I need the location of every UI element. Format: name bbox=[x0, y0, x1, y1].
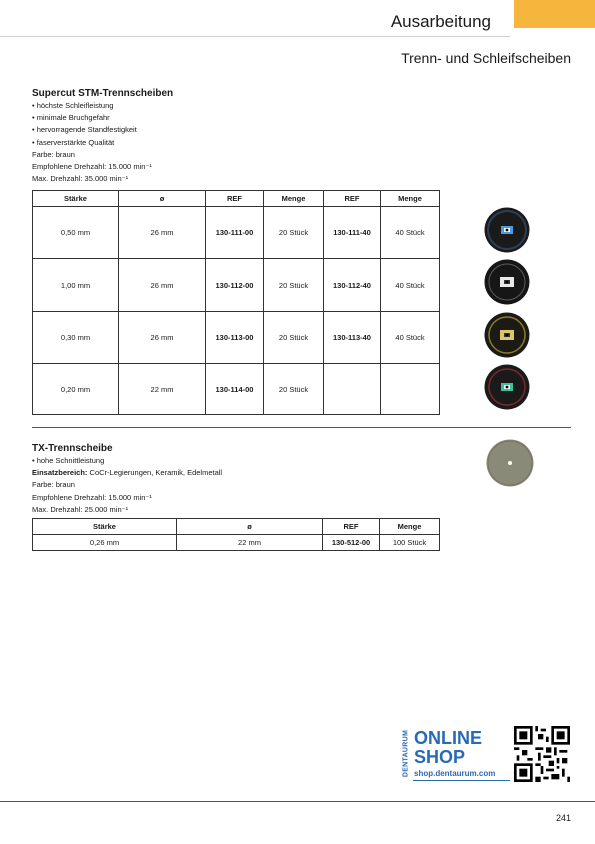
cell-quantity: 20 Stück bbox=[264, 312, 324, 364]
table-row bbox=[33, 312, 440, 364]
color-line: Farbe: braun bbox=[32, 480, 75, 490]
section-tab-accent bbox=[514, 0, 595, 28]
cell-thickness: 0,26 mm bbox=[33, 535, 177, 551]
cell-ref: 130-113-00 bbox=[206, 312, 264, 364]
shop-url-link[interactable]: shop.dentaurum.com bbox=[414, 769, 496, 778]
disc-image-100 bbox=[484, 259, 530, 305]
supercut-spec-table bbox=[32, 190, 440, 415]
cell-diameter: 22 mm bbox=[177, 535, 323, 551]
cell-ref: 130-114-00 bbox=[206, 364, 264, 415]
col-header-quantity: Menge bbox=[264, 191, 324, 207]
qr-code-icon[interactable] bbox=[514, 726, 570, 782]
cell-ref bbox=[324, 364, 381, 415]
product-title: TX-Trennscheibe bbox=[32, 443, 113, 454]
cell-thickness: 1,00 mm bbox=[33, 259, 119, 312]
shop-underline bbox=[413, 780, 510, 781]
usage-line bbox=[32, 467, 222, 479]
section-divider bbox=[32, 427, 571, 428]
cell-quantity: 20 Stück bbox=[264, 364, 324, 415]
table-header-row bbox=[33, 191, 440, 207]
brand-name: DENTAURUM bbox=[402, 729, 410, 778]
product-tx-info bbox=[32, 443, 222, 516]
product-details bbox=[32, 100, 173, 185]
feature-item: • höchste Schleifleistung bbox=[32, 100, 173, 112]
rpm-recommended: Empfohlene Drehzahl: 15.000 min⁻¹ bbox=[32, 492, 152, 502]
col-header-ref: REF bbox=[323, 519, 380, 535]
col-header-thickness: Stärke bbox=[33, 519, 177, 535]
table-row bbox=[33, 259, 440, 312]
cell-diameter: 22 mm bbox=[119, 364, 206, 415]
cell-ref: 130-112-00 bbox=[206, 259, 264, 312]
usage-label: Einsatzbereich: bbox=[32, 468, 88, 478]
cell-quantity bbox=[381, 364, 440, 415]
section-title: Ausarbeitung bbox=[390, 12, 491, 31]
col-header-diameter: ø bbox=[119, 191, 206, 207]
disc-image-030 bbox=[484, 312, 530, 358]
product-supercut-info bbox=[32, 88, 173, 185]
tx-spec-table bbox=[32, 518, 440, 551]
product-title: Supercut STM-Trennscheiben bbox=[32, 88, 174, 99]
online-shop-banner[interactable] bbox=[400, 726, 572, 782]
cell-ref: 130-512-00 bbox=[323, 535, 380, 551]
disc-image-tx bbox=[486, 439, 534, 487]
col-header-ref: REF bbox=[206, 191, 264, 207]
footer-divider bbox=[0, 801, 595, 802]
feature-item: • minimale Bruchgefahr bbox=[32, 112, 173, 124]
cell-quantity: 100 Stück bbox=[380, 535, 440, 551]
page-number: 241 bbox=[555, 813, 571, 823]
cell-quantity: 20 Stück bbox=[264, 259, 324, 312]
shop-heading-line1: ONLINE bbox=[414, 728, 483, 748]
feature-item: • hervorragende Standfestigkeit bbox=[32, 124, 173, 136]
col-header-quantity: Menge bbox=[380, 519, 440, 535]
cell-quantity: 40 Stück bbox=[381, 259, 440, 312]
brand-vertical bbox=[400, 726, 412, 782]
cell-thickness: 0,20 mm bbox=[33, 364, 119, 415]
col-header-ref: REF bbox=[324, 191, 381, 207]
table-row bbox=[33, 207, 440, 259]
cell-quantity: 20 Stück bbox=[264, 207, 324, 259]
section-subtitle: Trenn- und Schleifscheiben bbox=[401, 50, 571, 66]
rpm-recommended: Empfohlene Drehzahl: 15.000 min⁻¹ bbox=[32, 162, 152, 172]
cell-thickness: 0,50 mm bbox=[33, 207, 119, 259]
product-details bbox=[32, 455, 222, 516]
cell-ref: 130-111-00 bbox=[206, 207, 264, 259]
cell-ref: 130-113-40 bbox=[324, 312, 381, 364]
cell-ref: 130-112-40 bbox=[324, 259, 381, 312]
header-divider bbox=[0, 36, 510, 37]
cell-quantity: 40 Stück bbox=[381, 207, 440, 259]
cell-diameter: 26 mm bbox=[119, 207, 206, 259]
rpm-max: Max. Drehzahl: 35.000 min⁻¹ bbox=[32, 174, 129, 184]
feature-item: • hohe Schnittleistung bbox=[32, 455, 222, 467]
disc-image-020 bbox=[484, 364, 530, 410]
cell-ref: 130-111-40 bbox=[324, 207, 381, 259]
shop-heading-line2: SHOP bbox=[414, 747, 466, 767]
rpm-max: Max. Drehzahl: 25.000 min⁻¹ bbox=[32, 504, 129, 514]
col-header-thickness: Stärke bbox=[33, 191, 119, 207]
usage-text: CoCr-Legierungen, Keramik, Edelmetall bbox=[87, 468, 223, 478]
col-header-diameter: ø bbox=[177, 519, 323, 535]
table-row bbox=[33, 364, 440, 415]
cell-diameter: 26 mm bbox=[119, 312, 206, 364]
cell-thickness: 0,30 mm bbox=[33, 312, 119, 364]
color-line: Farbe: braun bbox=[32, 149, 75, 159]
cell-diameter: 26 mm bbox=[119, 259, 206, 312]
table-header-row bbox=[33, 519, 440, 535]
col-header-quantity: Menge bbox=[381, 191, 440, 207]
table-row bbox=[33, 535, 440, 551]
disc-image-050 bbox=[484, 207, 530, 253]
cell-quantity: 40 Stück bbox=[381, 312, 440, 364]
feature-item: • faserverstärkte Qualität bbox=[32, 137, 173, 149]
